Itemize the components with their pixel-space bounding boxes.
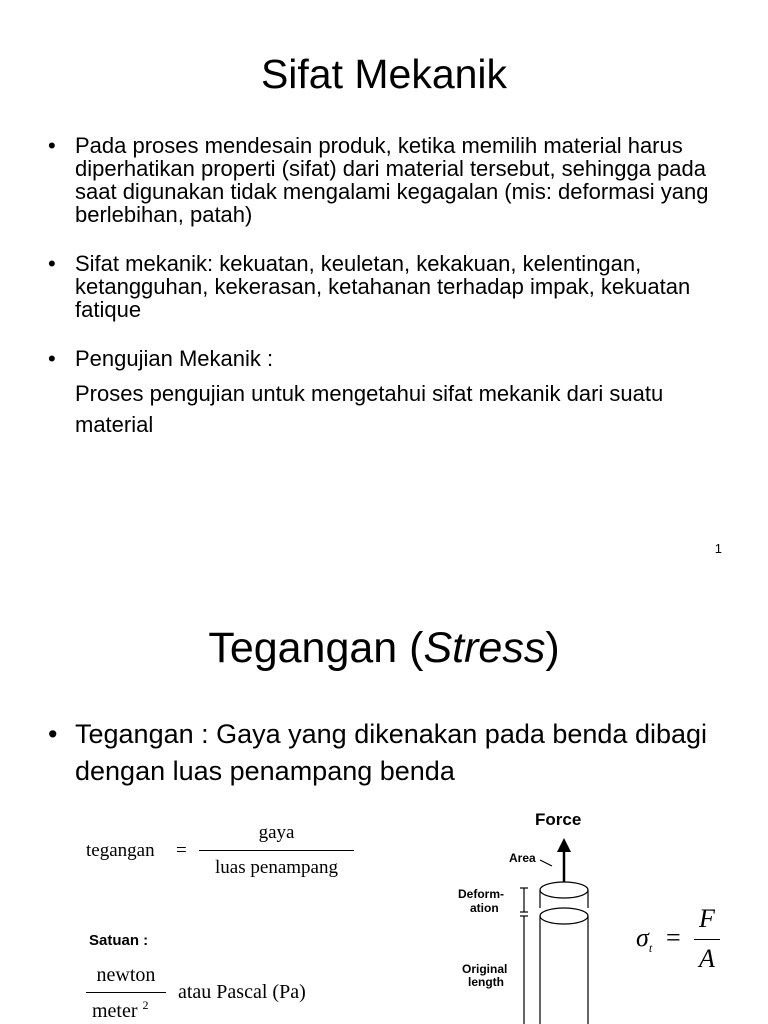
- bullet-subtext: Proses pengujian untuk mengetahui sifat mekanik dari suatu material: [75, 381, 664, 437]
- unit-alternative: atau Pascal (Pa): [178, 981, 306, 1003]
- fraction-bar: [694, 939, 720, 940]
- formula-equals: =: [176, 840, 187, 861]
- unit-label: Satuan :: [89, 932, 149, 949]
- sigma-numerator: F: [699, 904, 715, 933]
- bullet-text: Sifat mekanik: kekuatan, keuletan, kekakuan, kelentingan, ketangguhan, kekerasan, ketahanan terhadap impak, kekuatan fatique: [75, 251, 691, 322]
- fraction-bar: [199, 850, 354, 851]
- sigma-subscript: t: [648, 941, 653, 956]
- bullet-item: [48, 347, 738, 440]
- bullet-list: [48, 134, 738, 466]
- bullet-dot: •: [48, 133, 56, 158]
- sigma-denominator: A: [699, 944, 715, 973]
- slide-2: [0, 570, 768, 1024]
- bullet-dot: •: [48, 346, 56, 371]
- bullet-text: Tegangan : Gaya yang dikenakan pada benda dibagi dengan luas penampang benda: [75, 719, 708, 786]
- specimen-top-deformed: [540, 882, 588, 898]
- title-suffix: ): [545, 624, 560, 672]
- original-length-label-line2: length: [468, 975, 504, 989]
- sigma-equals: =: [666, 923, 681, 952]
- force-label: Force: [535, 810, 582, 829]
- area-pointer: [540, 860, 552, 866]
- unit-denominator: meter: [92, 1000, 138, 1022]
- deformation-label-line1: Deform-: [458, 887, 505, 901]
- page-number: 1: [714, 541, 722, 556]
- bullet-dot: •: [48, 251, 56, 276]
- slide-title: Sifat Mekanik: [260, 51, 508, 97]
- slide-title: [0, 624, 768, 672]
- title-prefix: Tegangan (: [208, 624, 424, 672]
- specimen-top-original: [540, 908, 588, 924]
- bullet-list: [48, 716, 738, 790]
- bullet-text: Pada proses mendesain produk, ketika memilih material harus diperhatikan properti (sifat) dari material tersebut, sehingga pada saat digunakan tidak mengalami kegagalan (mis: deformasi yang berlebihan, patah): [75, 133, 709, 227]
- original-length-label-line1: Original: [462, 962, 508, 976]
- force-arrow-icon: [557, 838, 571, 852]
- fraction-bar: [86, 992, 166, 993]
- bullet-text: Pengujian Mekanik :: [75, 346, 274, 371]
- unit-exponent: 2: [142, 998, 149, 1012]
- title-italic: Stress: [423, 624, 546, 672]
- bullet-item: [48, 716, 738, 790]
- unit-formula: [86, 964, 366, 1024]
- bullet-dot: •: [48, 719, 58, 749]
- deformation-label-line2: ation: [470, 901, 499, 915]
- sigma-formula: [636, 904, 726, 978]
- area-label: Area: [509, 851, 536, 865]
- tensile-specimen-diagram: [440, 808, 620, 1024]
- unit-numerator: newton: [96, 964, 156, 986]
- formula-lhs: tegangan: [86, 840, 155, 861]
- sigma-symbol: σ: [636, 923, 649, 952]
- unit-denominator-group: [92, 998, 149, 1023]
- bullet-item: [48, 134, 738, 226]
- sigma-symbol-group: [636, 923, 652, 956]
- bullet-item: [48, 252, 738, 321]
- stress-formula: [86, 822, 361, 882]
- formula-numerator: gaya: [258, 822, 295, 843]
- formula-denominator: luas penampang: [215, 857, 338, 878]
